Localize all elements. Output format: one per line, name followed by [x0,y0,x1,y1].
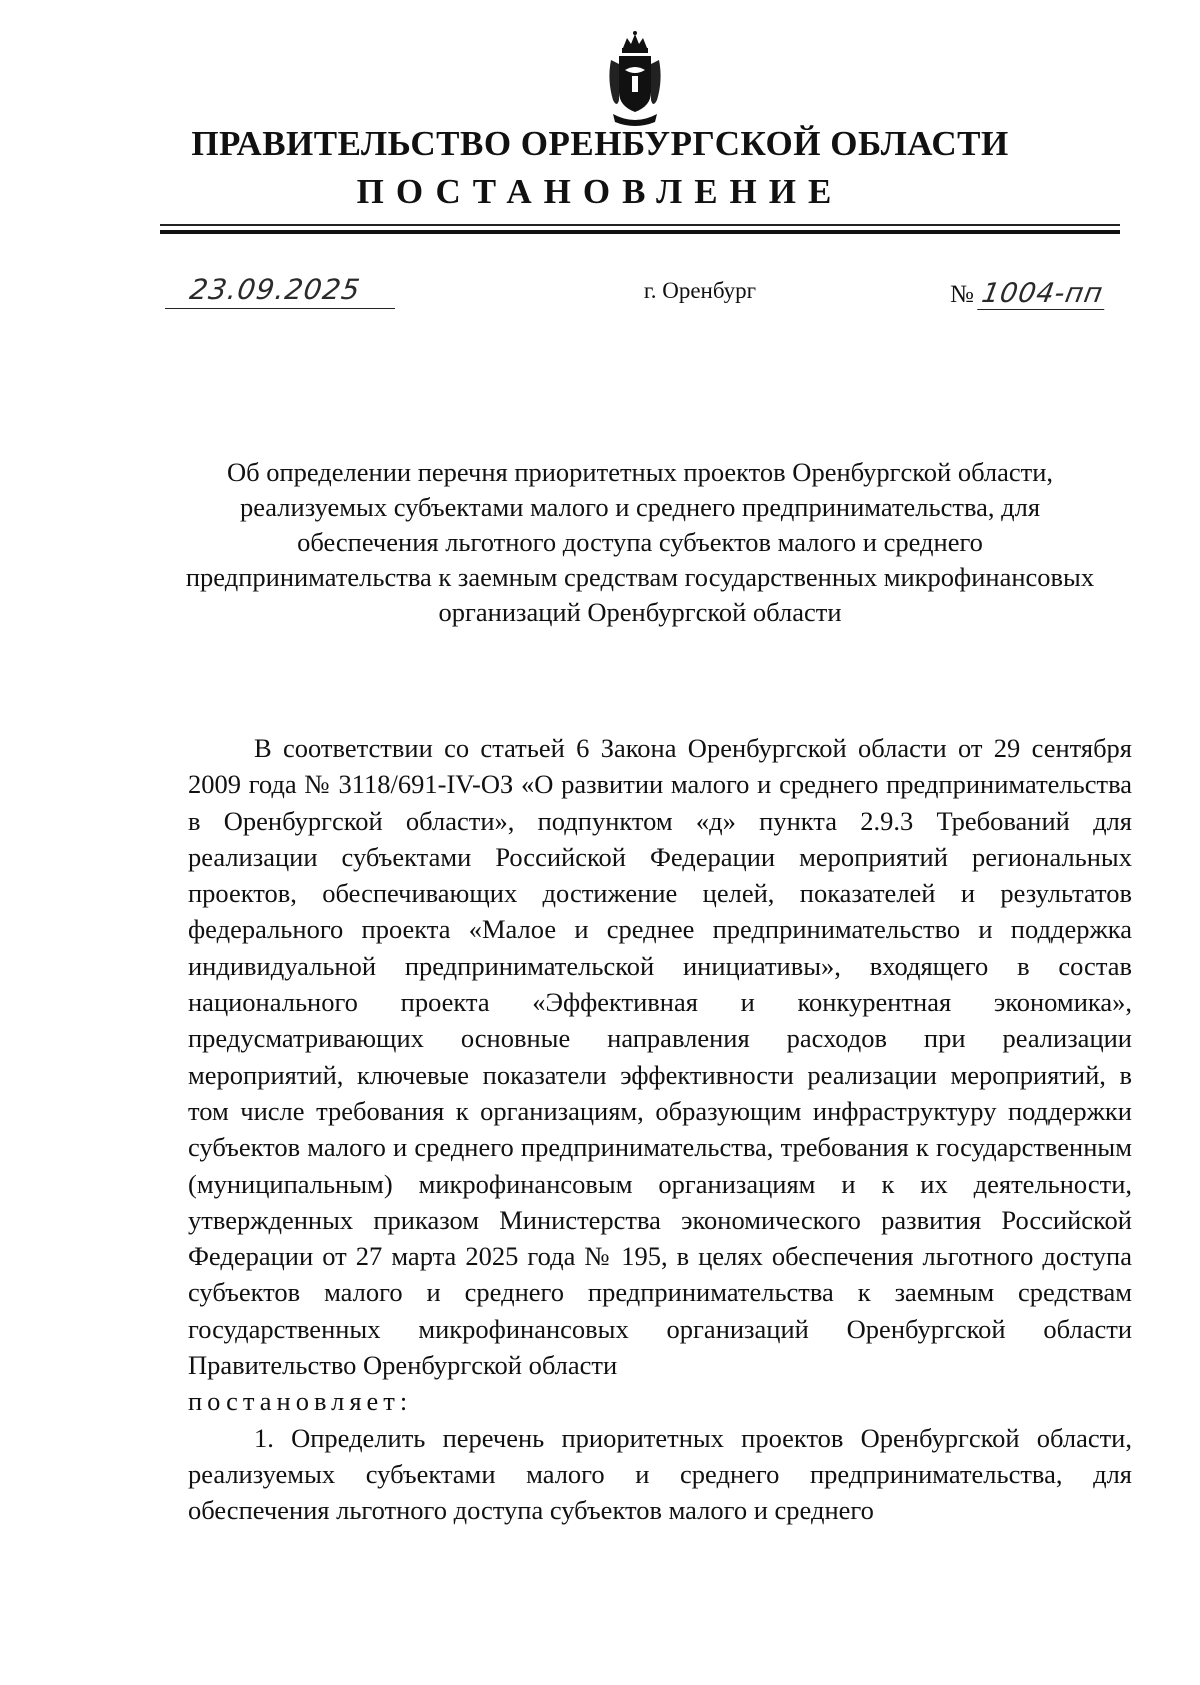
header-divider-thin [160,224,1120,226]
government-title: ПРАВИТЕЛЬСТВО ОРЕНБУРГСКОЙ ОБЛАСТИ [191,124,1009,163]
header-divider-thick [160,230,1120,234]
resolves-word: постановляет: [188,1386,413,1417]
preamble-paragraph: В соответствии со статьей 6 Закона Оренбургской области от 29 сентября 2009 года № 3118/691-IV-ОЗ «О развитии малого и среднего предпринимательства в Оренбургской области», подпунктом «д» пункта 2.9.3 Требований для реализации субъектами Российской Федерации мероприятий региональных проектов, обеспечивающих достижение целей, показателей и результатов федерального проекта «Малое и среднее предпринимательство и поддержка индивидуальной предпринимательской инициативы», входящего в состав национального проекта «Эффективная и конкурентная экономика», предусматривающих основные направления расходов при реализации мероприятий, ключевые показатели эффективности реализации мероприятий, в том числе требования к организациям, образующим инфраструктуру поддержки субъектов малого и среднего предпринимательства, требования к государственным (муниципальным) микрофинансовым организациям и к их деятельности, утвержденных приказом Министерства экономического развития Российской Федерации от 27 марта 2025 года № 195, в целях обеспечения льготного доступа субъектов малого и среднего предпринимательства к заемным средствам государственных микрофинансовых организаций Оренбургской области Правительство Оренбургской области [188,733,1132,1381]
handwritten-number: 1004-пп [977,278,1109,310]
document-subject: Об определении перечня приоритетных проектов Оренбургской области, реализуемых субъектами малого и среднего предпринимательства, для обеспечения льготного доступа субъектов малого и среднего предпринимательства к заемным средствам государственных микрофинансовых организаций Оренбургской области [185,457,1095,627]
document-number-field [950,278,1107,310]
resolves-line [188,1383,1132,1419]
document-type-heading: ПОСТАНОВЛЕНИЕ [356,172,844,211]
document-body [188,730,1132,1529]
coat-of-arms-icon [605,30,665,130]
number-sign: № [950,281,974,308]
document-meta-row [0,248,1200,318]
item-1-paragraph: 1. Определить перечень приоритетных проектов Оренбургской области, реализуемых субъектами малого и среднего предпринимательства, для обеспечения льготного доступа субъектов малого и среднего [188,1422,1132,1526]
handwritten-date: 23.09.2025 [187,273,363,306]
city-label: г. Оренбург [643,278,757,303]
